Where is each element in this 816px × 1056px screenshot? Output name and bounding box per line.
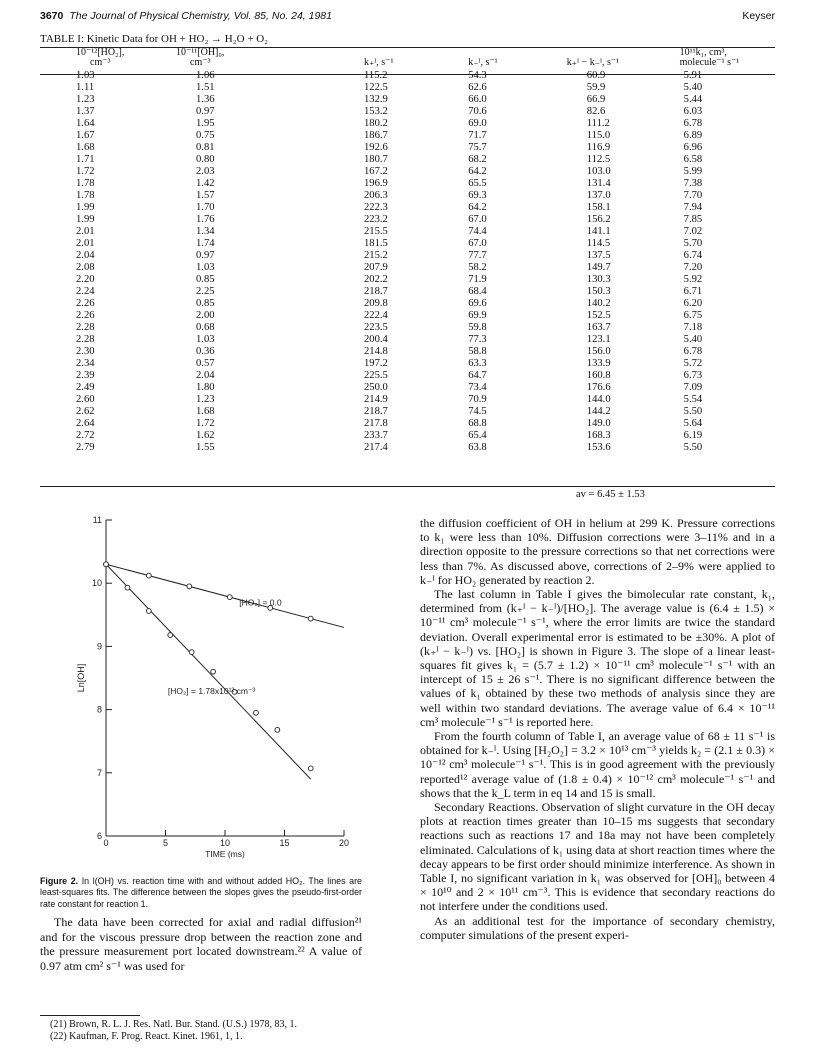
y-tick-label: 8 — [96, 704, 102, 715]
table-cell: 115.2 — [364, 70, 388, 81]
table-cell: 7.09 — [683, 381, 703, 393]
table-cell: 73.4 — [468, 381, 487, 393]
table-cell: 218.7 — [364, 285, 388, 297]
series-label: [HO₂] = 0.0 — [239, 597, 282, 608]
table-cell: 1.72 — [76, 165, 95, 177]
table-row — [40, 394, 775, 406]
table-cell: 66.9 — [586, 93, 606, 105]
table-cell: 218.7 — [364, 405, 388, 417]
table-cell: 1.62 — [196, 429, 215, 441]
paragraph: The data have been corrected for axial and radial diffusion²¹ and for the viscous pressure drop between the reaction zone and the pressure measurement port located downstream.²² A value of 0.97 atm cm² s⁻¹ was used for — [40, 915, 362, 973]
table-cell: 0.81 — [196, 141, 215, 153]
table-cell: 1.03 — [76, 70, 95, 81]
table-row — [40, 130, 775, 142]
table-cell: 71.7 — [468, 129, 487, 141]
table-cell: 197.2 — [364, 357, 388, 369]
table-cell: 69.6 — [468, 297, 487, 309]
table-cell: 209.8 — [364, 297, 388, 309]
table-row — [40, 82, 775, 94]
x-tick-label: 0 — [103, 838, 109, 848]
table-cell: 122.5 — [364, 81, 388, 93]
footnote: (22) Kaufman, F. Prog. React. Kinet. 1961, 1, 1. — [50, 1031, 243, 1042]
table-cell: 6.96 — [683, 141, 703, 153]
table-row — [40, 346, 775, 358]
body-text-right — [420, 516, 775, 942]
column-header — [40, 46, 158, 70]
table-cell: 2.28 — [76, 333, 95, 345]
table-cell: 1.23 — [76, 93, 95, 105]
paragraph: Secondary Reactions. Observation of slight curvature in the OH decay plots at reaction times greater than 10–15 ms suggests that secondary reactions such as reactions 17 and 18a may not have been completely eliminated. Calculations of k₁ using data at short reaction times where the decay appears to be first order should minimize interference. As shown in Table I, no significant variation in k₁ was observed for [OH]₀ between 4 × 10¹⁰ and 2 × 10¹¹ cm⁻³. This is evidence that secondary reactions do not interfere under the conditions used. — [420, 800, 775, 914]
table-cell: 5.91 — [683, 70, 703, 81]
column-header — [428, 46, 529, 70]
table-cell: 2.79 — [76, 441, 95, 453]
table-cell: 1.23 — [196, 393, 215, 405]
figure-caption — [40, 876, 362, 910]
table-row — [40, 298, 775, 310]
table-cell: 7.02 — [683, 225, 703, 237]
data-point — [254, 710, 259, 715]
table-row — [40, 382, 775, 394]
column-header — [529, 46, 660, 70]
table-cell: 2.08 — [76, 261, 95, 273]
table-cell: 217.4 — [364, 441, 388, 453]
table-cell: 176.6 — [586, 381, 611, 393]
table-cell: 114.5 — [586, 237, 611, 249]
table-cell: 2.20 — [76, 273, 95, 285]
table-cell: 1.70 — [196, 201, 215, 213]
table-cell: 144.0 — [586, 393, 611, 405]
table-cell: 2.26 — [76, 297, 95, 309]
table-cell: 1.57 — [196, 189, 215, 201]
table-cell: 250.0 — [364, 381, 388, 393]
table-cell: 7.38 — [683, 177, 703, 189]
table-cell: 132.9 — [364, 93, 388, 105]
table-cell: 150.3 — [586, 285, 611, 297]
column-header-line2: molecule⁻¹ s⁻¹ — [679, 57, 740, 68]
column-header — [660, 46, 775, 70]
table-cell: 1.03 — [196, 261, 215, 273]
table-cell: 1.55 — [196, 441, 215, 453]
data-point — [168, 633, 173, 638]
table-cell: 0.97 — [196, 105, 215, 117]
table-cell: 1.67 — [76, 129, 95, 141]
table-cell: 6.75 — [683, 309, 703, 321]
table-cell: 68.4 — [468, 285, 487, 297]
table-cell: 156.2 — [586, 213, 611, 225]
table-cell: 5.92 — [683, 273, 703, 285]
table-cell: 6.89 — [683, 129, 703, 141]
data-point — [308, 766, 313, 771]
x-tick-label: 20 — [338, 838, 350, 848]
table-cell: 1.72 — [196, 417, 215, 429]
table-cell: 65.5 — [468, 177, 487, 189]
table-cell: 1.11 — [76, 81, 95, 93]
table-cell: 6.78 — [683, 345, 703, 357]
table-cell: 1.64 — [76, 117, 95, 129]
table-cell: 207.9 — [364, 261, 388, 273]
table-cell: 152.5 — [586, 309, 611, 321]
table-cell: 70.9 — [468, 393, 487, 405]
table-cell: 0.68 — [196, 321, 215, 333]
table-cell: 214.8 — [364, 345, 388, 357]
table-cell: 5.72 — [683, 357, 703, 369]
table-cell: 1.36 — [196, 93, 215, 105]
table-cell: 6.58 — [683, 153, 703, 165]
table-cell: 1.99 — [76, 213, 95, 225]
x-axis-label: TIME (ms) — [205, 849, 245, 859]
data-point — [146, 573, 151, 578]
column-header-line2: cm⁻³ — [190, 57, 211, 68]
table-cell: 6.73 — [683, 369, 703, 381]
table-cell: 58.8 — [468, 345, 487, 357]
x-tick-label: 10 — [219, 838, 231, 848]
figure-caption-text: In l(OH) vs. reaction time with and without added HO₂. The lines are least-squares fits. The difference between the slopes gives the pseudo-first-order rate constant for reaction 1. — [40, 876, 362, 909]
figure-2-chart — [40, 508, 370, 870]
table-cell: 2.04 — [76, 249, 95, 261]
footnotes — [50, 1019, 370, 1043]
table-cell: 1.68 — [76, 141, 95, 153]
table-cell: 2.62 — [76, 405, 95, 417]
table-cell: 68.8 — [468, 417, 487, 429]
table-cell: 1.03 — [196, 333, 215, 345]
table-cell: 225.5 — [364, 369, 388, 381]
table-cell: 153.2 — [364, 105, 388, 117]
table-cell: 7.85 — [683, 213, 703, 225]
table-row — [40, 154, 775, 166]
table-cell: 1.78 — [76, 177, 95, 189]
table-row — [40, 358, 775, 370]
table-cell: 123.1 — [586, 333, 611, 345]
table-cell: 64.2 — [468, 201, 487, 213]
table-cell: 69.3 — [468, 189, 487, 201]
table-cell: 7.94 — [683, 201, 703, 213]
table-cell: 1.51 — [196, 81, 215, 93]
table-cell: 112.5 — [586, 153, 611, 165]
table-cell: 74.4 — [468, 225, 487, 237]
table-cell: 2.04 — [196, 369, 215, 381]
column-header-line2: k₊ᴵ − k₋ᴵ, s⁻¹ — [566, 57, 620, 68]
table-cell: 7.70 — [683, 189, 703, 201]
table-body — [40, 70, 775, 454]
table-average: av = 6.45 ± 1.53 — [576, 489, 645, 500]
table-cell: 5.64 — [683, 417, 703, 429]
table-row — [40, 286, 775, 298]
table-cell: 5.70 — [683, 237, 703, 249]
body-text-left — [40, 915, 362, 973]
table-row — [40, 430, 775, 442]
paragraph: As an additional test for the importance of secondary chemistry, computer simulations of the present experi- — [420, 913, 775, 942]
table-cell: 222.3 — [364, 201, 388, 213]
table-row — [40, 310, 775, 322]
table-cell: 0.97 — [196, 249, 215, 261]
table-cell: 2.64 — [76, 417, 95, 429]
table-cell: 180.7 — [364, 153, 388, 165]
table-row — [40, 166, 775, 178]
table-row — [40, 370, 775, 382]
table-bottom-rule — [40, 486, 775, 487]
table-cell: 133.9 — [586, 357, 611, 369]
table-cell: 2.34 — [76, 357, 95, 369]
table-cell: 2.30 — [76, 345, 95, 357]
table-cell: 2.00 — [196, 309, 215, 321]
column-header-line1: 10¹¹k₁, cm³, — [679, 47, 727, 58]
data-point — [104, 562, 109, 567]
table-cell: 75.7 — [468, 141, 487, 153]
table-cell: 156.0 — [586, 345, 611, 357]
data-point — [211, 669, 216, 674]
table-cell: 0.85 — [196, 273, 215, 285]
table-row — [40, 322, 775, 334]
paragraph: the diffusion coefficient of OH in helium at 299 K. Pressure corrections to k₁ were less than 10%. Diffusion corrections were 3–11% and in a direction opposite to the pressure corrections so that net corrections were less than 7%. As discussed above, corrections of 2–9% were applied to k₋ᴵ for HO₂ generated by reaction 2. — [420, 516, 775, 587]
table-cell: 2.72 — [76, 429, 95, 441]
table-cell: 202.2 — [364, 273, 388, 285]
table-cell: 1.37 — [76, 105, 95, 117]
table-cell: 196.9 — [364, 177, 388, 189]
table-cell: 158.1 — [586, 201, 611, 213]
data-point — [146, 609, 151, 614]
table-cell: 2.49 — [76, 381, 95, 393]
table-row — [40, 238, 775, 250]
running-header — [40, 10, 775, 26]
table-row — [40, 334, 775, 346]
table-cell: 1.74 — [196, 237, 215, 249]
data-point — [189, 650, 194, 655]
header-author: Keyser — [742, 10, 775, 22]
y-tick-label: 11 — [92, 515, 102, 525]
table-cell: 69.0 — [468, 117, 487, 129]
table-cell: 1.42 — [196, 177, 215, 189]
table-cell: 215.5 — [364, 225, 388, 237]
table-cell: 168.3 — [586, 429, 611, 441]
table-cell: 2.01 — [76, 237, 95, 249]
column-header-line2: k₊ᴵ, s⁻¹ — [364, 57, 394, 68]
table-cell: 0.80 — [196, 153, 215, 165]
table-cell: 63.3 — [468, 357, 487, 369]
table-cell: 1.71 — [76, 153, 95, 165]
table-cell: 69.9 — [468, 309, 487, 321]
table-row — [40, 142, 775, 154]
paragraph: From the fourth column of Table I, an average value of 68 ± 11 s⁻¹ is obtained for k₋ᴵ. Using [H₂O₂] = 3.2 × 10¹³ cm⁻³ yields k₂ = (2.1 ± 0.3) × 10⁻¹² cm³ molecule⁻¹ s⁻¹. This is in good agreement with the previously reported¹² average value of (1.8 ± 0.4) × 10⁻¹² cm³ molecule⁻¹ s⁻¹ and shows that the k_L term in eq 14 and 15 is small. — [420, 729, 775, 800]
table-cell: 82.6 — [586, 105, 606, 117]
table-cell: 1.99 — [76, 201, 95, 213]
table-cell: 2.25 — [196, 285, 215, 297]
figure-label: Figure 2. — [40, 876, 79, 886]
table-row — [40, 118, 775, 130]
table-cell: 6.20 — [683, 297, 703, 309]
table-cell: 67.0 — [468, 237, 487, 249]
table-cell: 5.99 — [683, 165, 703, 177]
table-cell: 223.2 — [364, 213, 388, 225]
table-cell: 0.85 — [196, 297, 215, 309]
table-cell: 116.9 — [586, 141, 611, 153]
table-row — [40, 442, 775, 454]
table-row — [40, 406, 775, 418]
y-axis-label: Ln[OH] — [76, 663, 86, 693]
column-header — [158, 46, 316, 70]
kinetic-data-table — [40, 46, 775, 454]
table-cell: 6.78 — [683, 117, 703, 129]
data-point — [227, 595, 232, 600]
table-cell: 2.39 — [76, 369, 95, 381]
table-cell: 77.3 — [468, 333, 487, 345]
table-cell: 71.9 — [468, 273, 487, 285]
table-cell: 68.2 — [468, 153, 487, 165]
data-point — [125, 585, 130, 590]
table-cell: 2.03 — [196, 165, 215, 177]
table-cell: 5.40 — [683, 81, 703, 93]
column-header-line2: cm⁻³ — [90, 57, 111, 68]
table-cell: 0.36 — [196, 345, 215, 357]
table-row — [40, 214, 775, 226]
table-cell: 1.95 — [196, 117, 215, 129]
table-row — [40, 226, 775, 238]
table-cell: 1.76 — [196, 213, 215, 225]
table-cell: 149.0 — [586, 417, 611, 429]
table-cell: 167.2 — [364, 165, 388, 177]
table-cell: 64.7 — [468, 369, 487, 381]
page-number: 3670 — [40, 10, 64, 22]
table-header-row — [40, 46, 775, 70]
table-cell: 153.6 — [586, 441, 611, 453]
table-cell: 2.60 — [76, 393, 95, 405]
table-cell: 192.6 — [364, 141, 388, 153]
table-cell: 0.75 — [196, 129, 215, 141]
table-cell: 66.0 — [468, 93, 487, 105]
table-cell: 5.40 — [683, 333, 703, 345]
table-cell: 67.0 — [468, 213, 487, 225]
table-cell: 214.9 — [364, 393, 388, 405]
table-cell: 0.57 — [196, 357, 215, 369]
table-cell: 6.71 — [683, 285, 703, 297]
table-cell: 74.5 — [468, 405, 487, 417]
table-cell: 2.01 — [76, 225, 95, 237]
table-cell: 2.26 — [76, 309, 95, 321]
data-point — [275, 727, 280, 732]
table-cell: 2.28 — [76, 321, 95, 333]
table-cell: 58.2 — [468, 261, 487, 273]
table-cell: 70.6 — [468, 105, 487, 117]
table-cell: 160.8 — [586, 369, 611, 381]
table-cell: 137.5 — [586, 249, 611, 261]
table-cell: 200.4 — [364, 333, 388, 345]
table-row — [40, 178, 775, 190]
table-cell: 77.7 — [468, 249, 487, 261]
table-cell: 60.9 — [586, 70, 606, 81]
table-row — [40, 418, 775, 430]
table-row — [40, 70, 775, 82]
table-row — [40, 202, 775, 214]
table-row — [40, 190, 775, 202]
data-point — [187, 584, 192, 589]
table-cell: 186.7 — [364, 129, 388, 141]
table-cell: 233.7 — [364, 429, 388, 441]
column-header-line2: k₋ᴵ, s⁻¹ — [468, 57, 498, 68]
header-left — [40, 10, 332, 22]
table-cell: 140.2 — [586, 297, 611, 309]
table-cell: 1.68 — [196, 405, 215, 417]
table-cell: 115.0 — [586, 129, 611, 141]
data-point — [308, 616, 313, 621]
footnote-rule — [40, 1015, 140, 1016]
table-cell: 59.9 — [586, 81, 606, 93]
table-cell: 5.50 — [683, 441, 703, 453]
table-cell: 144.2 — [586, 405, 611, 417]
table-cell: 62.6 — [468, 81, 487, 93]
table-row — [40, 94, 775, 106]
table-cell: 64.2 — [468, 165, 487, 177]
table-cell: 1.06 — [196, 70, 215, 81]
table-cell: 141.1 — [586, 225, 611, 237]
paragraph: The last column in Table I gives the bimolecular rate constant, k₁, determined from (k₊ᴵ − k₋ᴵ)/[HO₂]. The average value is (6.4 ± 1.5) × 10⁻¹¹ cm³ molecule⁻¹ s⁻¹, where the error limits are twice the standard deviation. Overall experimental error is estimated to be ±30%. A plot of (k₊ᴵ − k₋ᴵ) vs. [HO₂] is shown in Figure 3. The slope of a linear least-squares fit gives k₁ = (5.7 ± 1.2) × 10⁻¹¹ cm³ molecule⁻¹ s⁻¹ with an intercept of 15 ± 26 s⁻¹. There is no significant difference between the values of k₁ obtained by these two methods of analysis since they are well within two standard deviations. The average value of 6.4 × 10⁻¹¹ cm³ molecule⁻¹ s⁻¹ is reported here. — [420, 587, 775, 729]
table-cell: 1.80 — [196, 381, 215, 393]
table-cell: 180.2 — [364, 117, 388, 129]
table-cell: 222.4 — [364, 309, 388, 321]
table-row — [40, 106, 775, 118]
footnote: (21) Brown, R. L. J. Res. Natl. Bur. Stand. (U.S.) 1978, 83, 1. — [50, 1019, 297, 1030]
table-cell: 149.7 — [586, 261, 611, 273]
series-label: [HO₂] = 1.78x10¹² cm⁻³ — [167, 685, 256, 696]
y-tick-label: 10 — [91, 578, 102, 589]
table-cell: 206.3 — [364, 189, 388, 201]
table-cell: 217.8 — [364, 417, 388, 429]
x-tick-label: 15 — [279, 838, 290, 848]
column-header-line1: 10⁻¹¹[OH]₀, — [176, 47, 225, 58]
table-cell: 54.3 — [468, 70, 487, 81]
table-cell: 103.0 — [586, 165, 611, 177]
journal-name: The Journal of Physical Chemistry, Vol. 85, No. 24, 1981 — [69, 10, 332, 22]
table-cell: 131.4 — [586, 177, 611, 189]
table-cell: 223.5 — [364, 321, 388, 333]
table-cell: 215.2 — [364, 249, 388, 261]
y-tick-label: 7 — [96, 767, 102, 778]
table-cell: 1.34 — [196, 225, 215, 237]
table-row — [40, 262, 775, 274]
table-caption: TABLE I: Kinetic Data for OH + HO₂ → H₂O + O₂ — [40, 33, 269, 45]
table-cell: 163.7 — [586, 321, 611, 333]
table-cell: 181.5 — [364, 237, 388, 249]
table-cell: 111.2 — [586, 117, 610, 129]
column-header — [316, 46, 428, 70]
table-cell: 59.8 — [468, 321, 487, 333]
table-cell: 6.03 — [683, 105, 703, 117]
table-cell: 5.50 — [683, 405, 703, 417]
table-cell: 1.78 — [76, 189, 95, 201]
y-tick-label: 6 — [96, 831, 102, 841]
x-tick-label: 5 — [162, 838, 169, 848]
table-cell: 130.3 — [586, 273, 611, 285]
table-cell: 2.24 — [76, 285, 95, 297]
table-cell: 63.8 — [468, 441, 487, 453]
table-cell: 137.0 — [586, 189, 611, 201]
table-cell: 7.18 — [683, 321, 703, 333]
column-header-line1: 10⁻¹²[HO₂], — [76, 47, 125, 58]
table-cell: 65.4 — [468, 429, 487, 441]
y-tick-label: 9 — [96, 641, 102, 652]
table-cell: 7.20 — [683, 261, 703, 273]
table-cell: 6.19 — [683, 429, 703, 441]
table-row — [40, 274, 775, 286]
table-cell: 5.54 — [683, 393, 703, 405]
table-cell: 5.44 — [683, 93, 703, 105]
table-row — [40, 250, 775, 262]
table-cell: 6.74 — [683, 249, 703, 261]
